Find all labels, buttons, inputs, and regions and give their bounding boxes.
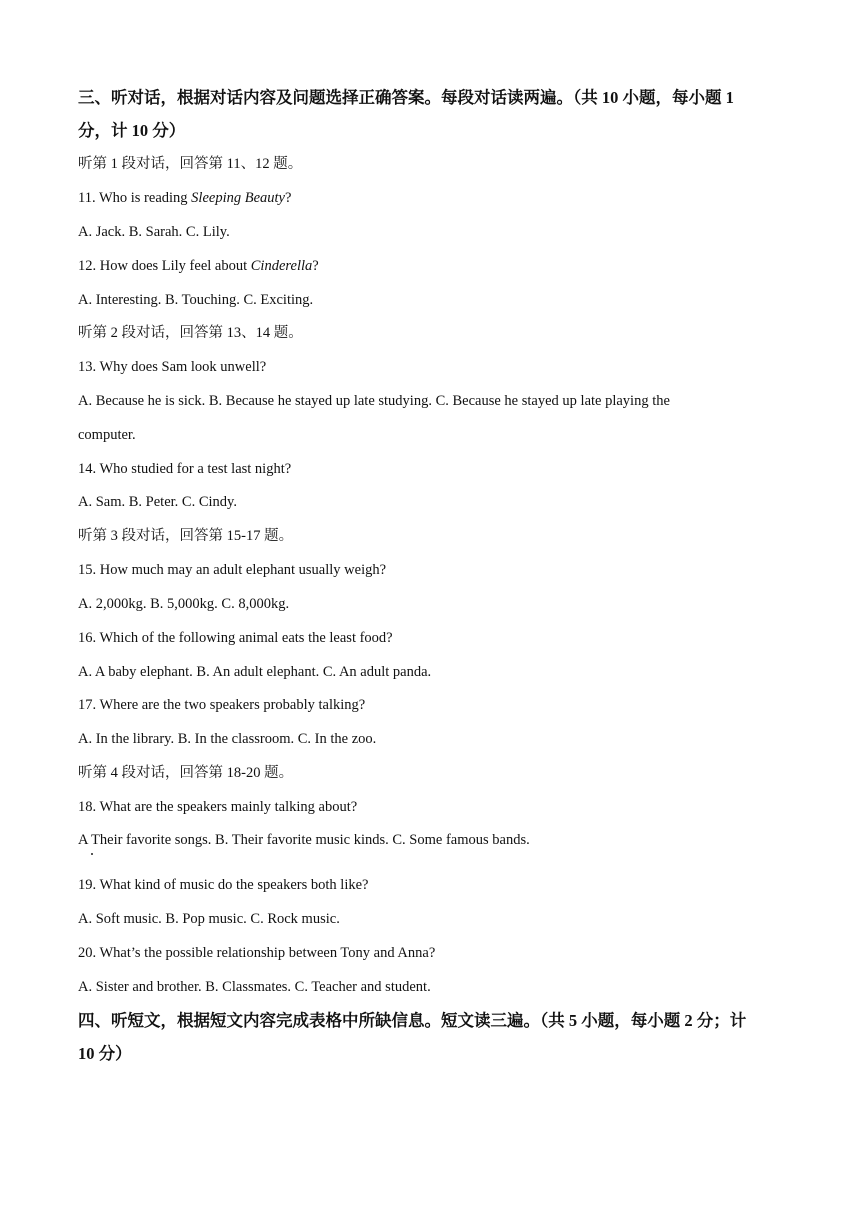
question-18-options: A Their favorite songs. B. Their favorite music kinds. C. Some famous bands. bbox=[78, 832, 530, 848]
question-17: 17. Where are the two speakers probably talking? bbox=[78, 697, 366, 713]
question-15: 15. How much may an adult elephant usually weigh? bbox=[78, 562, 387, 578]
dialogue-4-instruction: 听第 4 段对话，回答第 18-20 题。 bbox=[78, 765, 294, 781]
question-17-options: A. In the library. B. In the classroom. C. In the zoo. bbox=[78, 731, 377, 747]
dialogue-2-instruction: 听第 2 段对话，回答第 13、14 题。 bbox=[78, 325, 303, 341]
question-12: 12. How does Lily feel about Cinderella? bbox=[78, 258, 319, 274]
section4-heading: 四、听短文，根据短文内容完成表格中所缺信息。短文读三遍。（共 5 小题，每小题 2 分；计 bbox=[78, 1011, 747, 1030]
section3-heading: 三、听对话，根据对话内容及问题选择正确答案。每段对话读两遍。（共 10 小题，每小题 1 bbox=[78, 88, 734, 107]
question-16: 16. Which of the following animal eats the least food? bbox=[78, 630, 393, 646]
question-13: 13. Why does Sam look unwell? bbox=[78, 359, 267, 375]
section3-heading-cont: 分，计 10 分） bbox=[78, 121, 186, 140]
question-14: 14. Who studied for a test last night? bbox=[78, 461, 292, 477]
question-12-options: A. Interesting. B. Touching. C. Exciting. bbox=[78, 292, 314, 308]
question-15-options: A. 2,000kg. B. 5,000kg. C. 8,000kg. bbox=[78, 596, 290, 612]
stray-dot bbox=[91, 853, 93, 855]
question-13-options-cont: computer. bbox=[78, 427, 136, 443]
question-11-options: A. Jack. B. Sarah. C. Lily. bbox=[78, 224, 230, 240]
question-18: 18. What are the speakers mainly talking about? bbox=[78, 799, 358, 815]
dialogue-3-instruction: 听第 3 段对话，回答第 15-17 题。 bbox=[78, 528, 294, 544]
question-20: 20. What’s the possible relationship between Tony and Anna? bbox=[78, 945, 436, 961]
question-14-options: A. Sam. B. Peter. C. Cindy. bbox=[78, 494, 237, 510]
question-20-options: A. Sister and brother. B. Classmates. C. Teacher and student. bbox=[78, 979, 431, 995]
question-11: 11. Who is reading Sleeping Beauty? bbox=[78, 190, 292, 206]
section4-heading-cont: 10 分） bbox=[78, 1044, 132, 1063]
question-19-options: A. Soft music. B. Pop music. C. Rock music. bbox=[78, 911, 340, 927]
dialogue-1-instruction: 听第 1 段对话，回答第 11、12 题。 bbox=[78, 156, 303, 172]
question-16-options: A. A baby elephant. B. An adult elephant. C. An adult panda. bbox=[78, 664, 432, 680]
question-13-options: A. Because he is sick. B. Because he stayed up late studying. C. Because he stayed up late playing the bbox=[78, 393, 670, 409]
question-19: 19. What kind of music do the speakers both like? bbox=[78, 877, 369, 893]
